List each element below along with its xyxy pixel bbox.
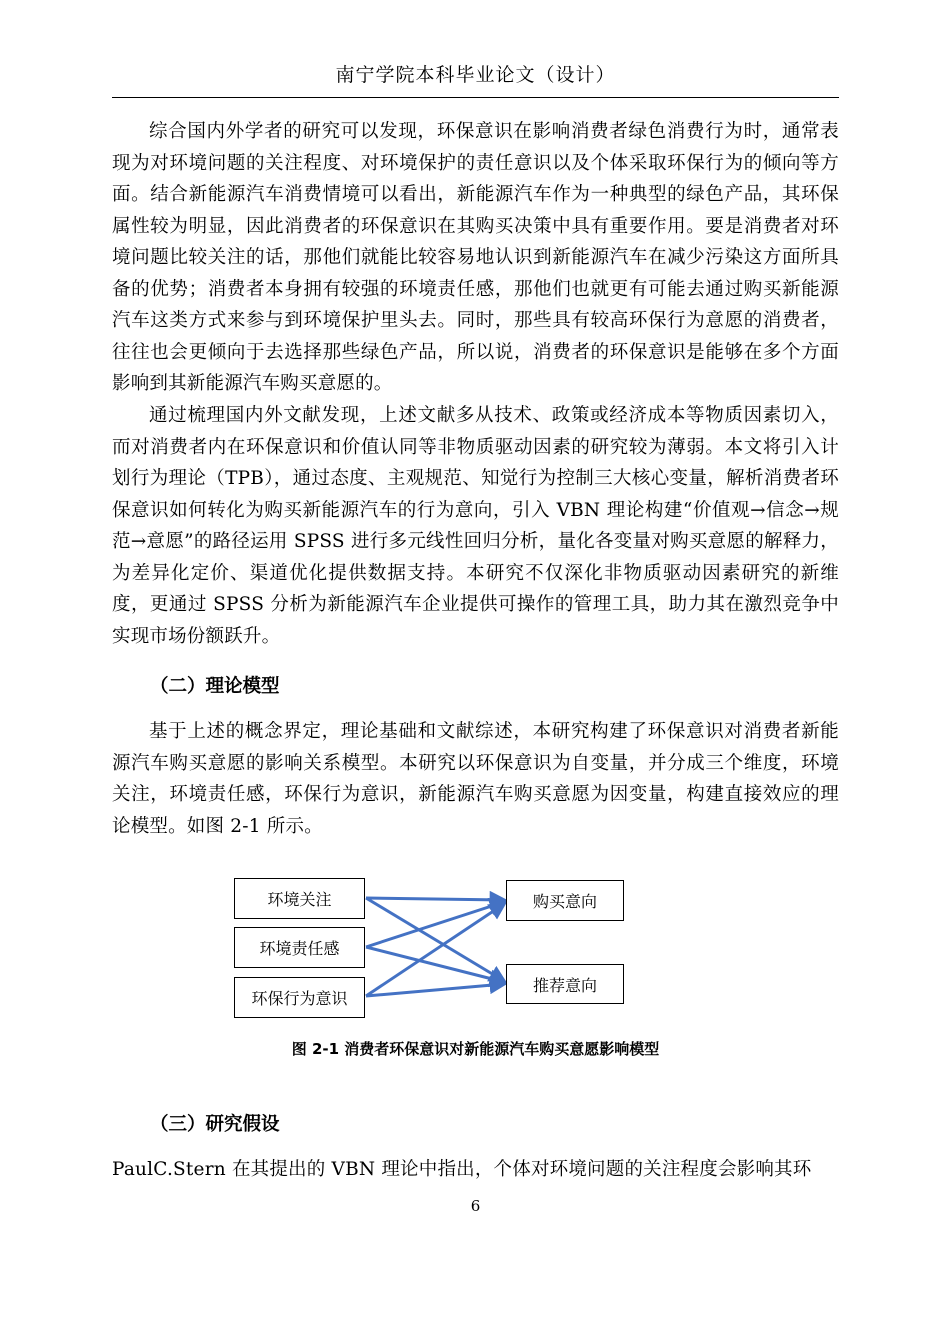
paragraph-literature-gap: 通过梳理国内外文献发现，上述文献多从技术、政策或经济成本等物质因素切入，而对消费者内在环保意识和价值认同等非物质驱动因素的研究较为薄弱。本文将引入计划行为理论（TPB），通过态度、主观规范、知觉行为控制三大核心变量，解析消费者环保意识如何转化为购买新能源汽车的行为意向，引入 VBN 理论构建“价值观→信念→规范→意愿”的路径运用 SPSS 进行多元线性回归分析，量化各变量对购买意愿的解释力，为差异化定价、渠道优化提供数据支持。本研究不仅深化非物质驱动因素研究的新维度，更通过 SPSS 分析为新能源汽车企业提供可操作的管理工具，助力其在激烈竞争中实现市场份额跃升。	[112, 405, 839, 647]
page-number: 6	[470, 1197, 481, 1215]
figure-caption: 图 2-1 消费者环保意识对新能源汽车购买意愿影响模型	[291, 1040, 660, 1058]
arrow-responsibility-to-recommend	[366, 947, 504, 982]
arrow-behavior-to-recommend	[366, 984, 504, 996]
arrow-concern-to-purchase	[366, 898, 504, 900]
header-rule	[112, 97, 839, 98]
node-purchase-intention: 购买意向	[506, 880, 624, 921]
node-environmental-responsibility: 环境责任感	[234, 927, 365, 968]
node-eco-behavior-awareness: 环保行为意识	[234, 977, 365, 1018]
node-environmental-concern: 环境关注	[234, 878, 365, 919]
running-header: 南宁学院本科毕业论文（设计）	[335, 64, 616, 86]
paragraph-environmental-awareness: 综合国内外学者的研究可以发现，环保意识在影响消费者绿色消费行为时，通常表现为对环境问题的关注程度、对环境保护的责任意识以及个体采取环保行为的倾向等方面。结合新能源汽车消费情境可以看出，新能源汽车作为一种典型的绿色产品，其环保属性较为明显，因此消费者的环保意识在其购买决策中具有重要作用。要是消费者对环境问题比较关注的话，那他们就能比较容易地认识到新能源汽车在减少污染这方面所具备的优势；消费者本身拥有较强的环境责任感，那他们也就更有可能去通过购买新能源汽车这类方式来参与到环境保护里头去。同时，那些具有较高环保行为意愿的消费者，往往也会更倾向于去选择那些绿色产品，所以说，消费者的环保意识是能够在多个方面影响到其新能源汽车购买意愿的。	[112, 121, 839, 394]
paragraph-model-description: 基于上述的概念界定，理论基础和文献综述，本研究构建了环保意识对消费者新能源汽车购买意愿的影响关系模型。本研究以环保意识为自变量，并分成三个维度，环境关注，环境责任感，环保行为意识，新能源汽车购买意愿为因变量，构建直接效应的理论模型。如图 2-1 所示。	[112, 721, 839, 837]
paragraph-vbn-theory: PaulC.Stern 在其提出的 VBN 理论中指出，个体对环境问题的关注程度会影响其环	[112, 1159, 812, 1180]
section-heading-theory-model: （二）理论模型	[150, 676, 280, 697]
arrow-behavior-to-purchase	[366, 904, 504, 996]
node-recommend-intention: 推荐意向	[506, 964, 624, 1004]
section-heading-hypotheses: （三）研究假设	[150, 1114, 280, 1135]
theory-model-diagram	[226, 868, 636, 1028]
